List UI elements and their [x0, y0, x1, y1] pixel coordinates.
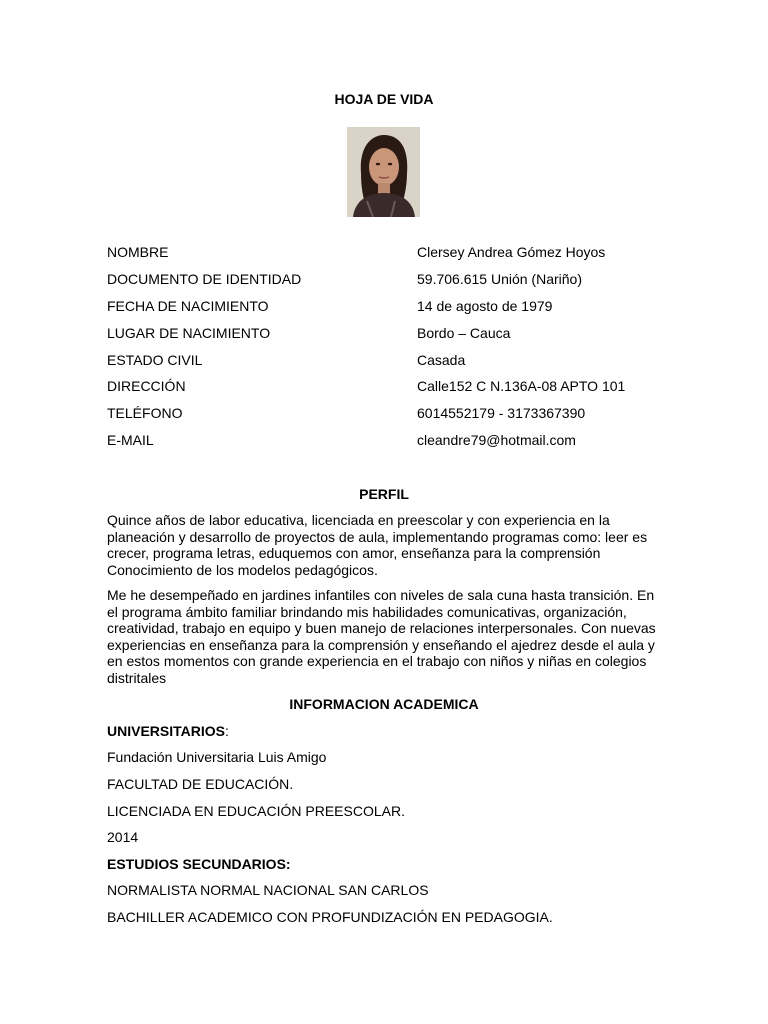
info-value: Calle152 C N.136A-08 APTO 101 [417, 378, 626, 394]
document-title: HOJA DE VIDA [334, 91, 434, 107]
info-label: DOCUMENTO DE IDENTIDAD [107, 271, 302, 287]
universitarios-line: LICENCIADA EN EDUCACIÓN PREESCOLAR. [107, 803, 405, 819]
universitarios-line: FACULTAD DE EDUCACIÓN. [107, 776, 294, 792]
info-label: TELÉFONO [107, 405, 183, 421]
info-label: E-MAIL [107, 432, 154, 448]
secundarios-line: BACHILLER ACADEMICO CON PROFUNDIZACIÓN EN PEDAGOGIA. [107, 909, 553, 925]
info-value: 59.706.615 Unión (Nariño) [417, 271, 582, 287]
info-value: cleandre79@hotmail.com [417, 432, 576, 448]
universitarios-label: UNIVERSITARIOS [107, 723, 225, 739]
universitarios-line: Fundación Universitaria Luis Amigo [107, 749, 327, 765]
info-row-direccion [0, 378, 768, 398]
info-value: Clersey Andrea Gómez Hoyos [417, 244, 606, 260]
info-row-email [0, 432, 768, 452]
perfil-paragraph: Me he desempeñado en jardines infantiles con niveles de sala cuna hasta transición. En el programa ámbito familiar brindando mis habilidades comunicativas, organización, creatividad, trabajo en equipo y buen manejo de relaciones interpersonales. Con nuevas experiencias en enseñanza para la comprensión y enseñando el ajedrez desde el aula y en estos momentos con grande experiencia en el trabajo con niños y niñas en colegios distritales [107, 587, 656, 686]
universitarios-line: 2014 [107, 829, 139, 845]
info-value: 6014552179 - 3173367390 [417, 405, 586, 421]
info-row-telefono [0, 405, 768, 425]
info-row-lugar-nacimiento [0, 325, 768, 345]
info-label: NOMBRE [107, 244, 169, 260]
perfil-paragraph: Quince años de labor educativa, licenciada en preescolar y con experiencia en la planeación y desarrollo de proyectos de aula, implementando programas como: leer es crecer, programa letras, eduquemos con amor, enseñanza para la comprensión Conocimiento de los modelos pedagógicos. [107, 512, 648, 578]
info-row-documento [0, 271, 768, 291]
info-row-nombre [0, 244, 768, 264]
info-label: ESTADO CIVIL [107, 352, 203, 368]
info-row-fecha-nacimiento [0, 298, 768, 318]
secundarios-heading: ESTUDIOS SECUNDARIOS: [107, 856, 291, 872]
perfil-heading: PERFIL [359, 486, 409, 502]
secundarios-line: NORMALISTA NORMAL NACIONAL SAN CARLOS [107, 882, 429, 898]
info-value: Casada [417, 352, 466, 368]
info-label: LUGAR DE NACIMIENTO [107, 325, 271, 341]
universitarios-heading [107, 723, 229, 739]
info-label: FECHA DE NACIMIENTO [107, 298, 269, 314]
info-value: Bordo – Cauca [417, 325, 511, 341]
info-label: DIRECCIÓN [107, 378, 186, 394]
universitarios-colon: : [224, 723, 229, 739]
academica-heading: INFORMACION ACADEMICA [289, 696, 479, 712]
profile-photo [347, 127, 420, 217]
info-value: 14 de agosto de 1979 [417, 298, 553, 314]
info-row-estado-civil [0, 352, 768, 372]
